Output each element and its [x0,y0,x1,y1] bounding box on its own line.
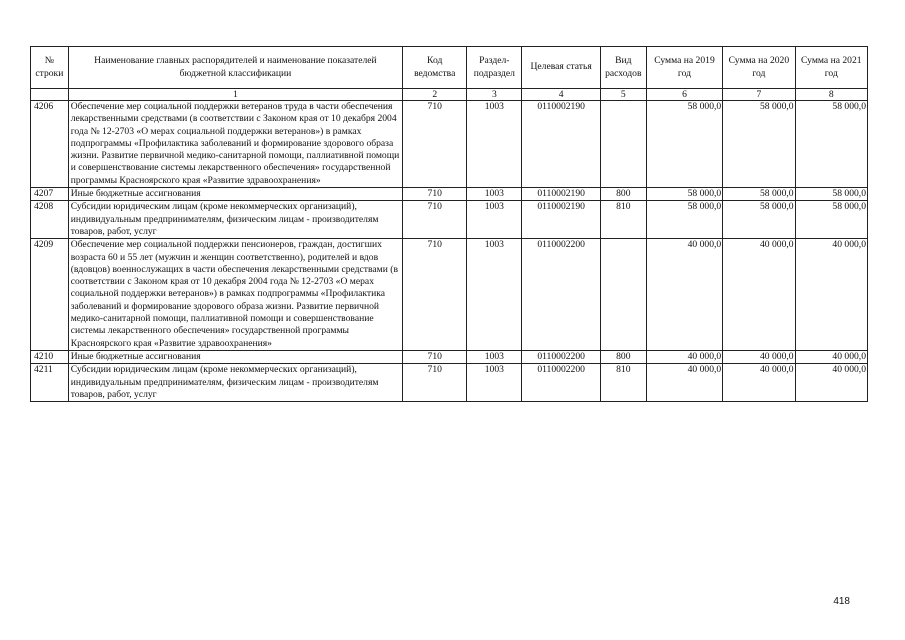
header-sum-2019: Сумма на 2019 год [646,47,722,89]
column-number: 7 [723,89,795,101]
column-number: 1 [68,89,402,101]
row-sum-2019: 58 000,0 [646,188,722,201]
header-target: Целевая статья [522,47,601,89]
table-row [31,101,868,188]
row-sum-2019: 40 000,0 [646,350,722,363]
row-sum-2020: 40 000,0 [723,239,795,351]
row-dept-code: 710 [403,364,467,402]
table-row [31,188,868,201]
row-number: 4207 [31,188,69,201]
row-number: 4210 [31,350,69,363]
row-sum-2021: 40 000,0 [795,364,867,402]
row-name: Обеспечение мер социальной поддержки пенсионеров, граждан, достигших возраста 60 и 55 лет (мужчин и женщин соответственно), родителей и вдов (вдовцов) военнослужащих в части обеспечения лекарственными средствами (в соответствии с Законом края от 10 декабря 2004 года № 12-2703 «О мерах социальной поддержки ветеранов») в рамках подпрограммы «Профилактика заболеваний и формирование здорового образа жизни. Развитие первичной медико-санитарной помощи, паллиативной помощи и совершенствование системы лекарственного обеспечения» государственной программы Красноярского края «Развитие здравоохранения» [68,239,402,351]
row-section: 1003 [467,201,522,239]
header-sum-2020: Сумма на 2020 год [723,47,795,89]
row-dept-code: 710 [403,101,467,188]
row-sum-2019: 58 000,0 [646,101,722,188]
table-row [31,364,868,402]
row-name: Обеспечение мер социальной поддержки ветеранов труда в части обеспечения лекарственными средствами (в соответствии с Законом края от 10 декабря 2004 года № 12-2703 «О мерах социальной поддержки ветеранов») в рамках подпрограммы «Профилактика заболеваний и формирование здорового образа жизни. Развитие первичной медико-санитарной помощи, паллиативной помощи и совершенствование системы лекарственного обеспечения» государственной программы Красноярского края «Развитие здравоохранения» [68,101,402,188]
row-target: 0110002190 [522,201,601,239]
row-target: 0110002190 [522,101,601,188]
row-name: Иные бюджетные ассигнования [68,350,402,363]
row-expense-type [600,101,646,188]
row-section: 1003 [467,364,522,402]
column-number: 2 [403,89,467,101]
row-sum-2020: 58 000,0 [723,101,795,188]
column-number: 3 [467,89,522,101]
header-name: Наименование главных распорядителей и наименование показателей бюджетной классификации [68,47,402,89]
row-sum-2021: 58 000,0 [795,201,867,239]
row-target: 0110002190 [522,188,601,201]
row-expense-type: 810 [600,364,646,402]
page-number: 418 [833,596,850,607]
row-sum-2020: 58 000,0 [723,188,795,201]
row-sum-2019: 58 000,0 [646,201,722,239]
table-row [31,201,868,239]
header-dept-code: Код ведомства [403,47,467,89]
row-sum-2021: 40 000,0 [795,350,867,363]
row-dept-code: 710 [403,201,467,239]
header-section: Раздел-подраздел [467,47,522,89]
row-sum-2021: 58 000,0 [795,188,867,201]
row-expense-type: 810 [600,201,646,239]
budget-table [30,46,868,402]
header-sum-2021: Сумма на 2021 год [795,47,867,89]
header-expense-type: Вид расходов [600,47,646,89]
row-target: 0110002200 [522,239,601,351]
row-number: 4209 [31,239,69,351]
column-number [31,89,69,101]
row-number: 4211 [31,364,69,402]
row-dept-code: 710 [403,188,467,201]
column-number: 6 [646,89,722,101]
row-target: 0110002200 [522,364,601,402]
column-number-row [31,89,868,101]
row-sum-2020: 40 000,0 [723,364,795,402]
row-name: Субсидии юридическим лицам (кроме некоммерческих организаций), индивидуальным предпринимателям, физическим лицам - производителям товаров, работ, услуг [68,364,402,402]
table-row [31,350,868,363]
row-section: 1003 [467,239,522,351]
header-row [31,47,868,89]
row-expense-type: 800 [600,350,646,363]
row-section: 1003 [467,101,522,188]
row-sum-2020: 58 000,0 [723,201,795,239]
row-sum-2019: 40 000,0 [646,239,722,351]
row-expense-type: 800 [600,188,646,201]
row-name: Иные бюджетные ассигнования [68,188,402,201]
row-sum-2019: 40 000,0 [646,364,722,402]
column-number: 4 [522,89,601,101]
row-section: 1003 [467,188,522,201]
row-dept-code: 710 [403,350,467,363]
row-number: 4206 [31,101,69,188]
row-sum-2020: 40 000,0 [723,350,795,363]
row-number: 4208 [31,201,69,239]
table-row [31,239,868,351]
row-target: 0110002200 [522,350,601,363]
column-number: 5 [600,89,646,101]
row-section: 1003 [467,350,522,363]
row-expense-type [600,239,646,351]
column-number: 8 [795,89,867,101]
row-dept-code: 710 [403,239,467,351]
row-name: Субсидии юридическим лицам (кроме некоммерческих организаций), индивидуальным предпринимателям, физическим лицам - производителям товаров, работ, услуг [68,201,402,239]
row-sum-2021: 40 000,0 [795,239,867,351]
header-row-number: № строки [31,47,69,89]
row-sum-2021: 58 000,0 [795,101,867,188]
